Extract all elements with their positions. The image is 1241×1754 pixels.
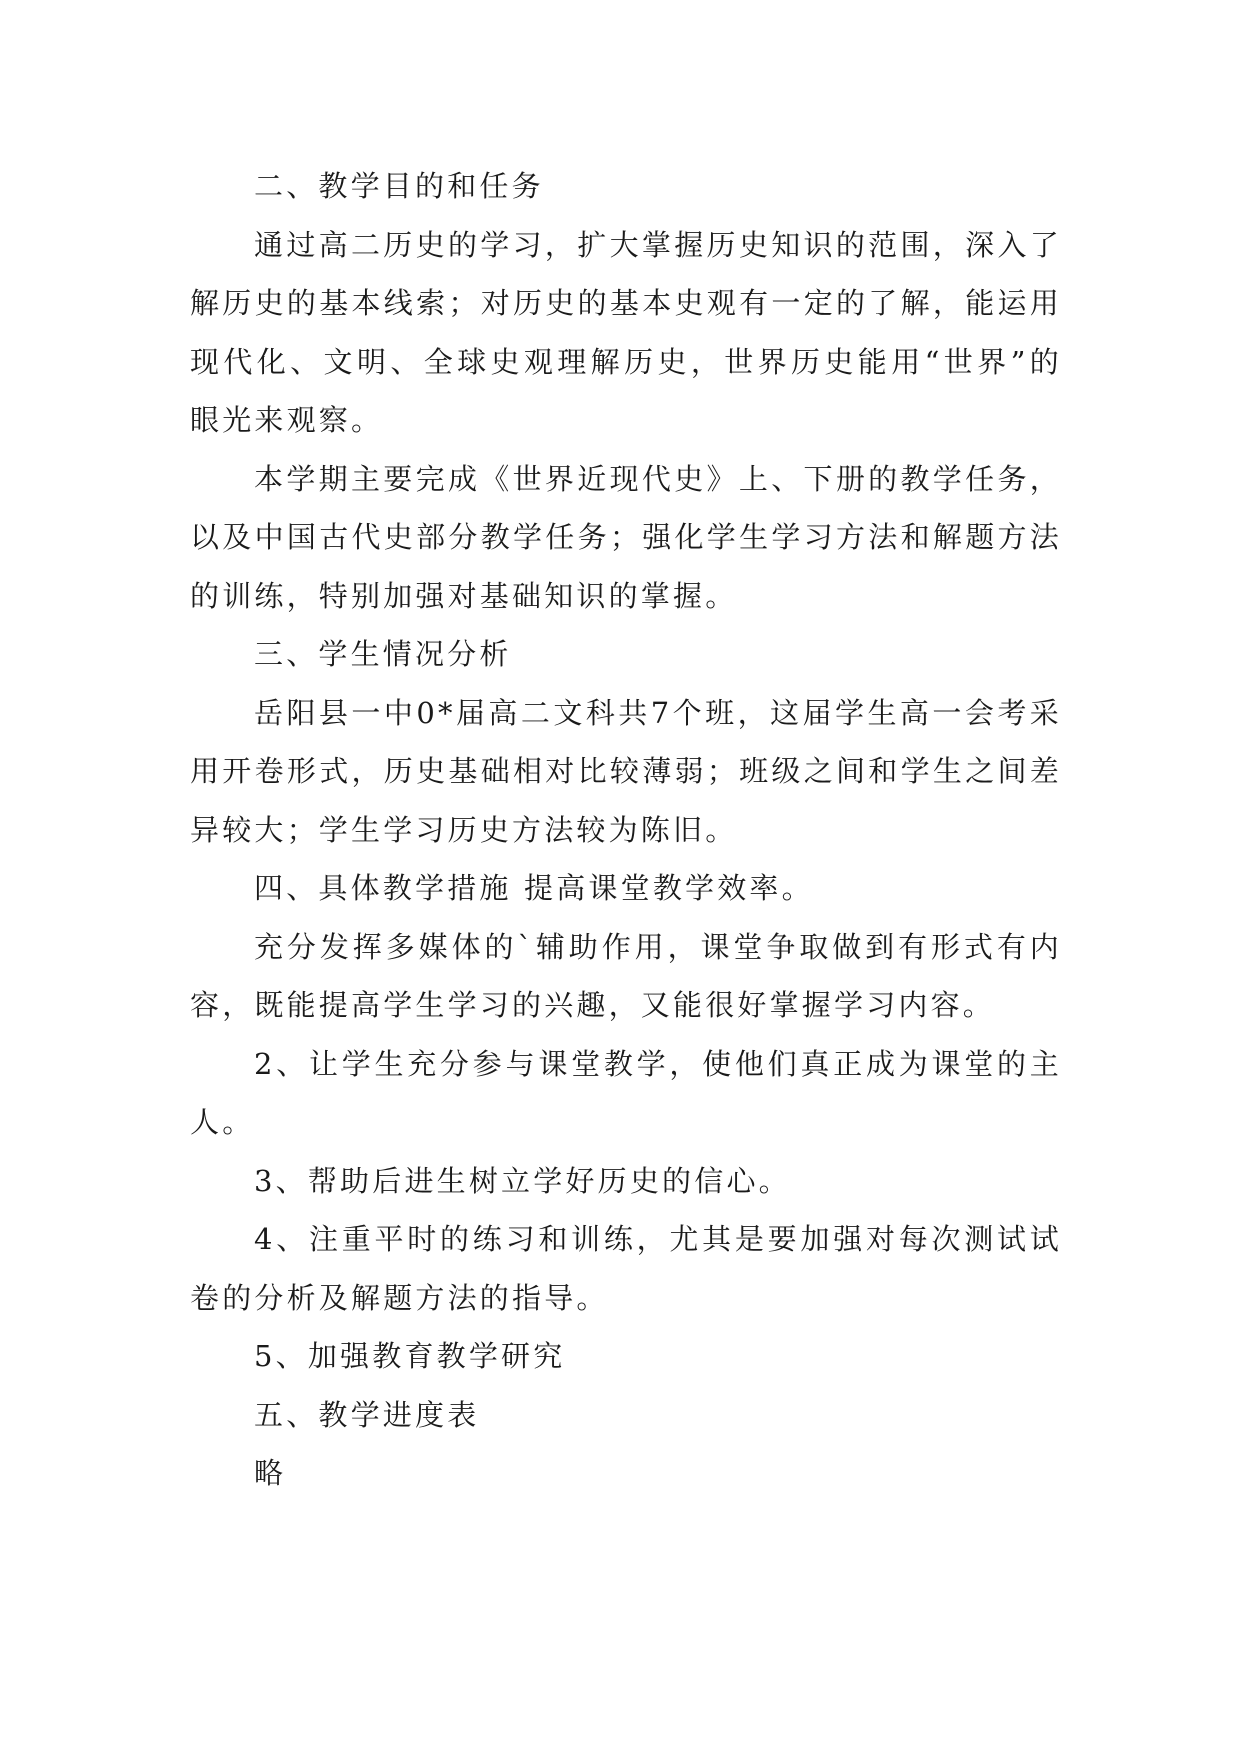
paragraph-measure-2: 2、让学生充分参与课堂教学，使他们真正成为课堂的主人。 [190, 1046, 1062, 1139]
paragraph-objectives-1: 通过高二历史的学习，扩大掌握历史知识的范围，深入了解历史的基本线索；对历史的基本史观有一定的了解，能运用现代化、文明、全球史观理解历史，世界历史能用“世界”的眼光来观察。 [190, 227, 1062, 437]
section-heading-schedule: 五、教学进度表 [254, 1397, 480, 1432]
paragraph-measure-1: 充分发挥多媒体的`辅助作用，课堂争取做到有形式有内容，既能提高学生学习的兴趣，又能很好掌握学习内容。 [190, 929, 1062, 1022]
section-heading-measures: 四、具体教学措施 提高课堂教学效率。 [254, 871, 814, 905]
paragraph-student-analysis: 岳阳县一中0*届高二文科共7个班，这届学生高一会考采用开卷形式，历史基础相对比较薄弱；班级之间和学生之间差异较大；学生学习历史方法较为陈旧。 [190, 695, 1062, 847]
section-heading-objectives: 二、教学目的和任务 [254, 169, 544, 203]
paragraph-objectives-2: 本学期主要完成《世界近现代史》上、下册的教学任务，以及中国古代史部分教学任务；强化学生学习方法和解题方法的训练，特别加强对基础知识的掌握。 [190, 461, 1062, 613]
paragraph-measure-5: 5、加强教育教学研究 [254, 1339, 566, 1373]
paragraph-schedule-omitted: 略 [254, 1456, 287, 1490]
paragraph-measure-3: 3、帮助后进生树立学好历史的信心。 [254, 1163, 791, 1198]
document-body [190, 157, 1062, 1503]
paragraph-measure-4: 4、注重平时的练习和训练，尤其是要加强对每次测试试卷的分析及解题方法的指导。 [190, 1222, 1062, 1315]
section-heading-student-analysis: 三、学生情况分析 [254, 637, 512, 671]
